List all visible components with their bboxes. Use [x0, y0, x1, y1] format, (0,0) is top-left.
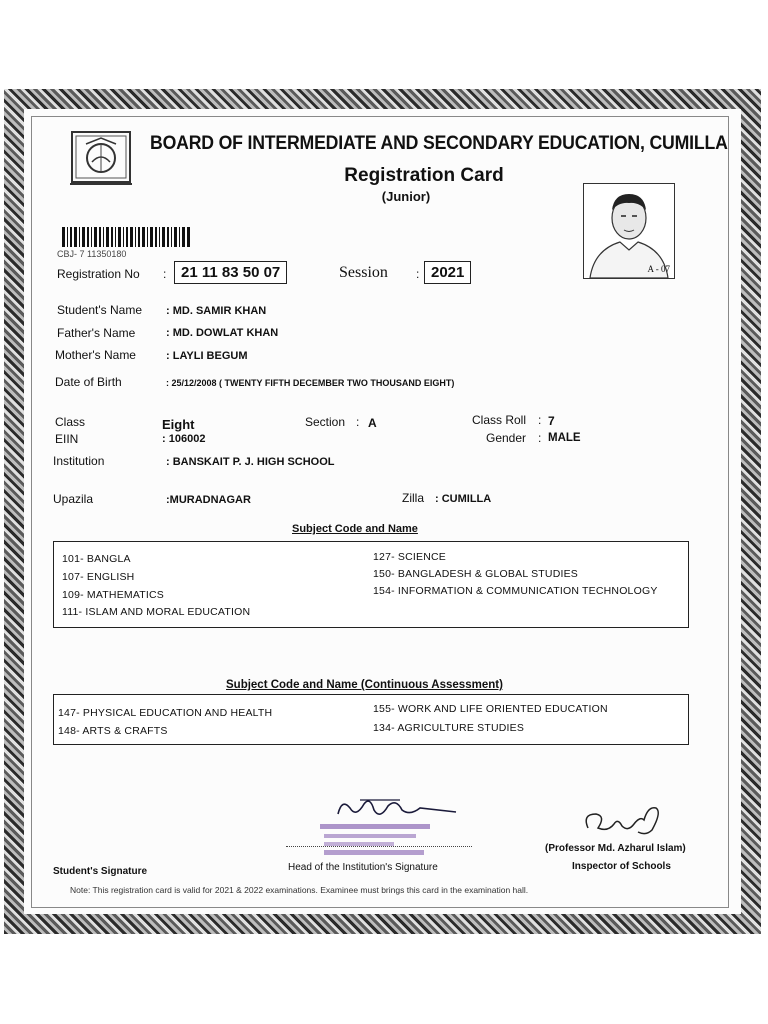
student-signature-label: Student's Signature — [53, 866, 148, 877]
assessment-item: 155- WORK AND LIFE ORIENTED EDUCATION — [373, 703, 608, 715]
upazila-text: MURADNAGAR — [169, 494, 251, 506]
upazila-value — [166, 494, 251, 506]
dob-value — [166, 378, 454, 388]
colon: : — [416, 267, 420, 281]
class-label: Class — [55, 415, 86, 429]
assessment-heading: Subject Code and Name (Continuous Assessment) — [226, 679, 503, 691]
assessment-item: 147- PHYSICAL EDUCATION AND HEALTH — [58, 707, 273, 719]
assessment-item: 134- AGRICULTURE STUDIES — [373, 722, 525, 734]
father-name-value — [166, 327, 278, 339]
mother-name-text: LAYLI BEGUM — [172, 350, 248, 362]
colon: : — [166, 305, 173, 317]
colon: : — [435, 493, 442, 505]
upazila-label: Upazila — [53, 492, 94, 506]
institution-value — [166, 456, 335, 468]
class-roll-label: Class Roll — [472, 413, 527, 427]
validity-note: Note: This registration card is valid for 2021 & 2022 examinations. Examinee must brings this card in the examination hall. — [70, 885, 529, 895]
father-name-label: Father's Name — [57, 326, 136, 340]
head-signature-icon — [330, 794, 460, 824]
zilla-value — [435, 493, 491, 505]
subject-item: 101- BANGLA — [62, 553, 131, 565]
student-name-label: Student's Name — [57, 303, 143, 317]
mother-name-label: Mother's Name — [55, 348, 136, 362]
student-name-value — [166, 305, 266, 317]
class-value: Eight — [162, 417, 195, 432]
board-title: BOARD OF INTERMEDIATE AND SECONDARY EDUCATION, CUMILLA — [150, 133, 728, 154]
assessment-item: 148- ARTS & CRAFTS — [58, 725, 168, 737]
subject-item: 111- ISLAM AND MORAL EDUCATION — [62, 606, 251, 618]
student-photo — [583, 183, 675, 279]
section-label: Section — [305, 415, 346, 429]
colon: : — [163, 267, 167, 281]
colon: : — [538, 431, 542, 445]
subject-item: 109- MATHEMATICS — [62, 589, 164, 601]
eiin-label: EIIN — [55, 432, 79, 446]
card-title: Registration Card — [344, 165, 504, 186]
colon: : — [166, 327, 173, 339]
barcode-icon — [62, 227, 190, 247]
colon: : — [166, 350, 173, 362]
subject-item: 154- INFORMATION & COMMUNICATION TECHNOLOGY — [373, 585, 658, 597]
session-label: Session — [339, 264, 388, 281]
inspector-signature-icon — [578, 802, 668, 842]
subject-item: 127- SCIENCE — [373, 551, 447, 563]
colon: : — [538, 413, 542, 427]
father-name-text: MD. DOWLAT KHAN — [172, 327, 279, 339]
institution-label: Institution — [53, 454, 105, 468]
subject-item: 107- ENGLISH — [62, 571, 135, 583]
zilla-label: Zilla — [402, 491, 425, 505]
colon: : — [166, 494, 170, 506]
session-value: 2021 — [424, 261, 471, 284]
class-roll-value: 7 — [548, 414, 555, 428]
dob-label: Date of Birth — [55, 375, 122, 389]
barcode-number: CBJ- 7 11350180 — [57, 249, 127, 259]
colon: : — [356, 415, 360, 429]
assessment-box — [53, 694, 689, 745]
head-signature-line — [286, 846, 472, 847]
photo-code: A - 07 — [647, 264, 670, 274]
registration-label: Registration No — [57, 267, 140, 281]
card-subtitle: (Junior) — [381, 189, 431, 204]
mother-name-value — [166, 350, 248, 362]
student-name-text: MD. SAMIR KHAN — [172, 305, 267, 317]
gender-label: Gender — [486, 431, 527, 445]
zilla-text: CUMILLA — [441, 493, 492, 505]
subject-item: 150- BANGLADESH & GLOBAL STUDIES — [373, 568, 578, 580]
eiin-value — [162, 433, 205, 445]
eiin-text: 106002 — [168, 433, 206, 445]
institution-text: BANSKAIT P. J. HIGH SCHOOL — [172, 456, 335, 468]
colon: : — [166, 378, 172, 388]
inspector-name: (Professor Md. Azharul Islam) — [545, 843, 686, 854]
section-value: A — [368, 416, 377, 430]
institution-stamp-icon — [318, 822, 448, 862]
head-signature-label: Head of the Institution's Signature — [288, 862, 438, 873]
subjects-heading: Subject Code and Name — [292, 523, 418, 535]
inspector-title: Inspector of Schools — [572, 861, 671, 872]
colon: : — [162, 433, 169, 445]
colon: : — [166, 456, 173, 468]
gender-value: MALE — [548, 432, 581, 444]
dob-text: 25/12/2008 ( TWENTY FIFTH DECEMBER TWO THOUSAND EIGHT) — [171, 378, 455, 388]
registration-number: 21 11 83 50 07 — [174, 261, 287, 284]
